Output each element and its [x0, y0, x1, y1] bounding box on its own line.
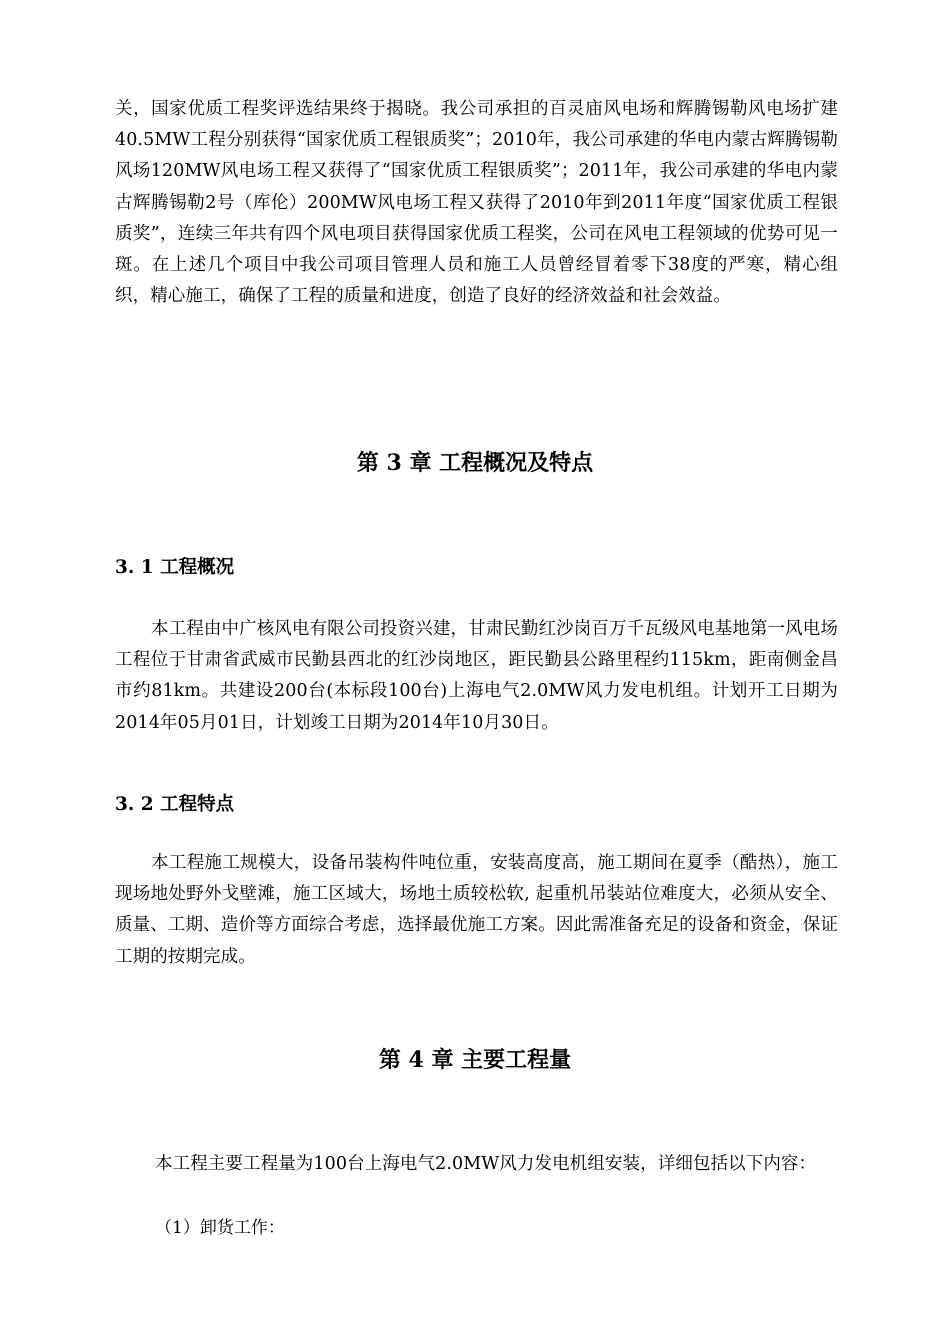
section-3-1-paragraph: 本工程由中广核风电有限公司投资兴建，甘肃民勤红沙岗百万千瓦级风电基地第一风电场工程位于甘肃省武威市民勤县西北的红沙岗地区，距民勤县公路里程约115km，距南侧金昌市约81km。共建设200台(本标段100台)上海电气2.0MW风力发电机组。计划开工日期为2014年05月01日，计划竣工日期为2014年10月30日。 — [115, 619, 838, 733]
section-3-2-paragraph: 本工程施工规模大，设备吊装构件吨位重，安装高度高，施工期间在夏季（酷热），施工现场地处野外戈壁滩，施工区域大，场地土质较松软, 起重机吊装站位难度大，必须从安全、质量、工期、造价等方面综合考虑，选择最优施工方案。因此需准备充足的设备和资金，保证工期的按期完成。 — [115, 853, 838, 967]
chapter-3-title: 第 3 章 工程概况及特点 — [356, 450, 594, 476]
chapter-4-title: 第 4 章 主要工程量 — [378, 1047, 572, 1073]
intro-paragraph: 关，国家优质工程奖评选结果终于揭晓。我公司承担的百灵庙风电场和辉腾锡勒风电场扩建40.5MW工程分别获得“国家优质工程银质奖”；2010年，我公司承建的华电内蒙古辉腾锡勒风场120MW风电场工程又获得了“国家优质工程银质奖”；2011年，我公司承建的华电内蒙古辉腾锡勒2号（库伦）200MW风电场工程又获得了2010年到2011年度“国家优质工程银质奖”，连续三年共有四个风电项目获得国家优质工程奖，公司在风电工程领域的优势可见一斑。在上述几个项目中我公司项目管理人员和施工人员曾经冒着零下38度的严寒，精心组织，精心施工，确保了工程的质量和进度，创造了良好的经济效益和社会效益。 — [115, 99, 838, 307]
list-item-unloading: （1）卸货工作： — [155, 1218, 285, 1238]
chapter-4-paragraph: 本工程主要工程量为100台上海电气2.0MW风力发电机组安装，详细包括以下内容： — [155, 1154, 817, 1174]
section-3-1-title: 3. 1 工程概况 — [115, 557, 235, 578]
section-3-2-title: 3. 2 工程特点 — [115, 794, 235, 815]
